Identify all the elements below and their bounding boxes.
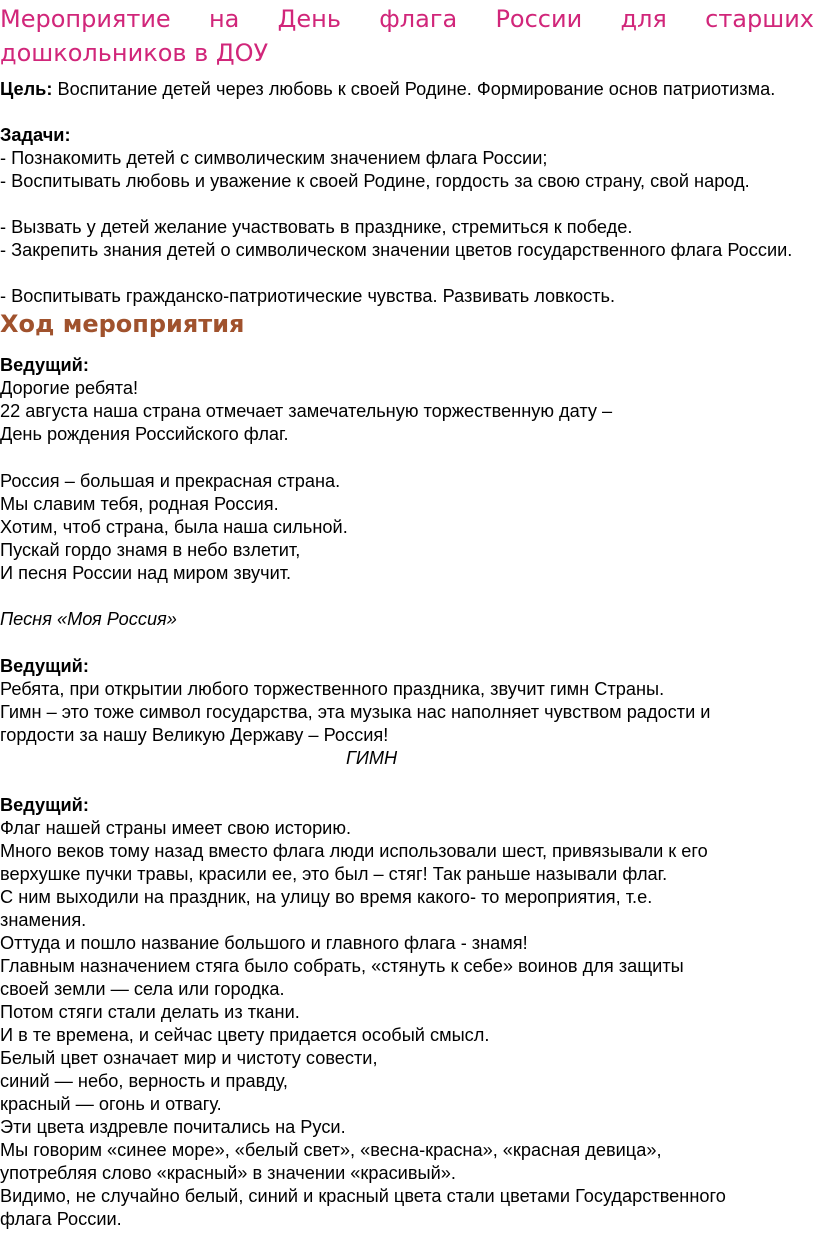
text-line: Флаг нашей страны имеет свою историю. [0, 818, 352, 838]
text-line: С ним выходили на праздник, на улицу во время какого- то мероприятия, т.е. [0, 887, 653, 907]
text-line: употребляя слово «красный» в значении «красивый». [0, 1163, 456, 1183]
text-line: И в те времена, и сейчас цвету придается особый смысл. [0, 1025, 490, 1045]
task-item: - Воспитывать любовь и уважение к своей Родине, гордость за свою страну, свой народ. [0, 171, 750, 191]
text-line: Много веков тому назад вместо флага люди использовали шест, привязывали к его [0, 841, 708, 861]
text-line: знамения. [0, 910, 87, 930]
task-item: - Вызвать у детей желание участвовать в празднике, стремиться к победе. [0, 217, 633, 237]
text-line: Видимо, не случайно белый, синий и красный цвета стали цветами Государственного [0, 1186, 726, 1206]
text-line: своей земли — села или городка. [0, 979, 285, 999]
task-item: - Воспитывать гражданско-патриотические чувства. Развивать ловкость. [0, 286, 616, 306]
poem-line: Россия – большая и прекрасная страна. [0, 471, 341, 491]
text-line: флага России. [0, 1209, 122, 1229]
song-title: Песня «Моя Россия» [0, 609, 177, 629]
tasks-label: Задачи: [0, 125, 71, 145]
text-line: Потом стяги стали делать из ткани. [0, 1002, 300, 1022]
text-line: Дорогие ребята! [0, 378, 139, 398]
host-label: Ведущий: [0, 656, 89, 676]
text-line: 22 августа наша страна отмечает замечательную торжественную дату – [0, 401, 613, 421]
host-label: Ведущий: [0, 795, 89, 815]
text-line: День рождения Российского флаг. [0, 424, 289, 444]
text-line: Главным назначением стяга было собрать, «стянуть к себе» воинов для защиты [0, 956, 684, 976]
task-item: - Познакомить детей с символическим значением флага России; [0, 148, 548, 168]
text-line: красный — огонь и отвагу. [0, 1094, 222, 1114]
anthem-label: ГИМН [346, 748, 398, 768]
goal-text: Воспитание детей через любовь к своей Родине. Формирование основ патриотизма. [52, 79, 776, 99]
poem-line: Хотим, чтоб страна, была наша сильной. [0, 517, 348, 537]
text-line: Ребята, при открытии любого торжественного праздника, звучит гимн Страны. [0, 679, 665, 699]
text-line: синий — небо, верность и правду, [0, 1071, 288, 1091]
task-item: - Закрепить знания детей о символическом значении цветов государственного флага России. [0, 240, 793, 260]
section-heading: Ход мероприятия [0, 310, 245, 338]
text-line: Мы говорим «синее море», «белый свет», «весна-красна», «красная девица», [0, 1140, 662, 1160]
host-label: Ведущий: [0, 355, 89, 375]
text-line: Оттуда и пошло название большого и главного флага - знамя! [0, 933, 528, 953]
poem-line: Пускай гордо знамя в небо взлетит, [0, 540, 301, 560]
goal-paragraph [0, 78, 810, 101]
goal-label: Цель: [0, 79, 53, 99]
text-line: верхушке пучки травы, красили ее, это был – стяг! Так раньше называли флаг. [0, 864, 668, 884]
text-line: Эти цвета издревле почитались на Руси. [0, 1117, 346, 1137]
poem-line: Мы славим тебя, родная Россия. [0, 494, 279, 514]
text-line: Гимн – это тоже символ государства, эта музыка нас наполняет чувством радости и [0, 702, 711, 722]
text-line: Белый цвет означает мир и чистоту совести, [0, 1048, 378, 1068]
page-title: Мероприятие на День флага России для старших дошкольников в ДОУ [0, 5, 814, 67]
poem-line: И песня России над миром звучит. [0, 563, 292, 583]
text-line: гордости за нашу Великую Державу – Россия! [0, 725, 389, 745]
